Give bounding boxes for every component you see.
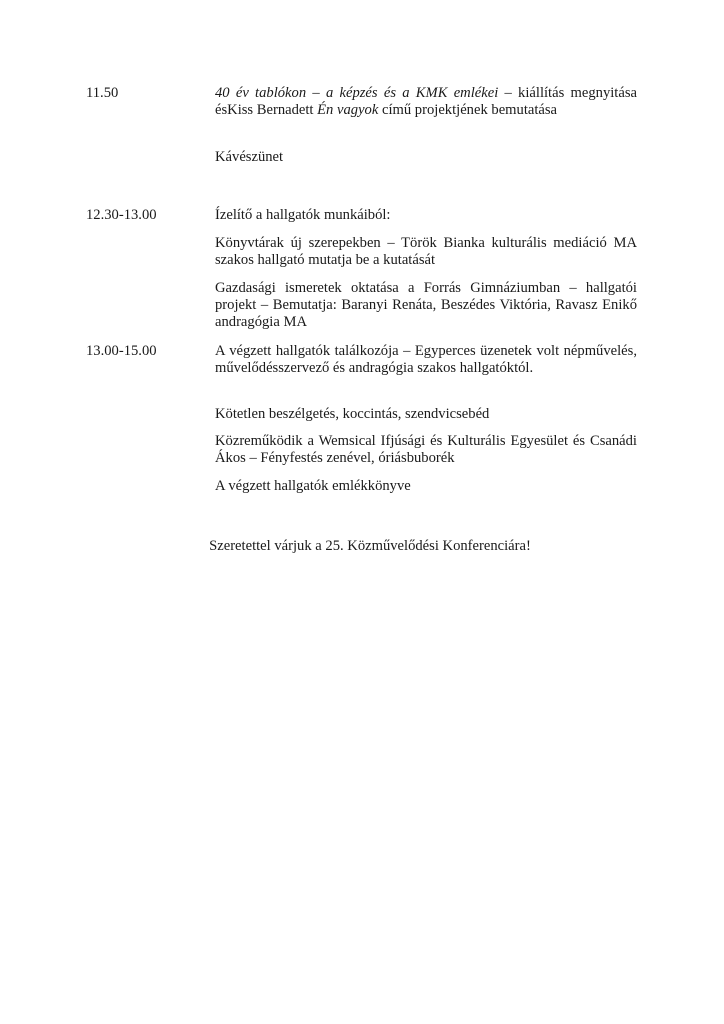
closing-invitation: Szeretettel várjuk a 25. Közművelődési Konferenciára! (209, 538, 531, 554)
student-works-heading: Ízelítő a hallgatók munkáiból: (215, 207, 391, 223)
reception-item: Kötetlen beszélgetés, koccintás, szendvicsebéd (215, 406, 490, 422)
alumni-meeting-item: A végzett hallgatók találkozója – Egyperces üzenetek volt népművelés, művelődésszervező és andragógia szakos hallgatóktól. (215, 343, 637, 377)
economics-project-item: Gazdasági ismeretek oktatása a Forrás Gimnáziumban – hallgatói projekt – Bemutatja: Baranyi Renáta, Beszédes Viktória, Ravasz Enikő andragógia MA (215, 280, 637, 331)
library-roles-item: Könyvtárak új szerepekben – Török Bianka kulturális mediáció MA szakos hallgató mutatja be a kutatását (215, 235, 637, 269)
performers-item: Közreműködik a Wemsical Ifjúsági és Kulturális Egyesület és Csanádi Ákos – Fényfestés zenével, óriásbuborék (215, 433, 637, 467)
memory-book-item: A végzett hallgatók emlékkönyve (215, 478, 411, 494)
exhibition-title: 40 év tablókon – a képzés és a KMK emlékei (215, 85, 499, 101)
time-11-50: 11.50 (86, 85, 119, 101)
exhibition-text-b: című projektjének bemutatása (378, 102, 558, 119)
coffee-break: Kávészünet (215, 149, 284, 165)
time-12-30: 12.30-13.00 (86, 207, 157, 223)
project-title: Én vagyok (317, 102, 379, 119)
time-13-00: 13.00-15.00 (86, 343, 157, 359)
exhibition-opening (215, 85, 637, 119)
exhibition-text-a: – kiállítás megnyitása ésKiss Bernadett (215, 85, 637, 119)
